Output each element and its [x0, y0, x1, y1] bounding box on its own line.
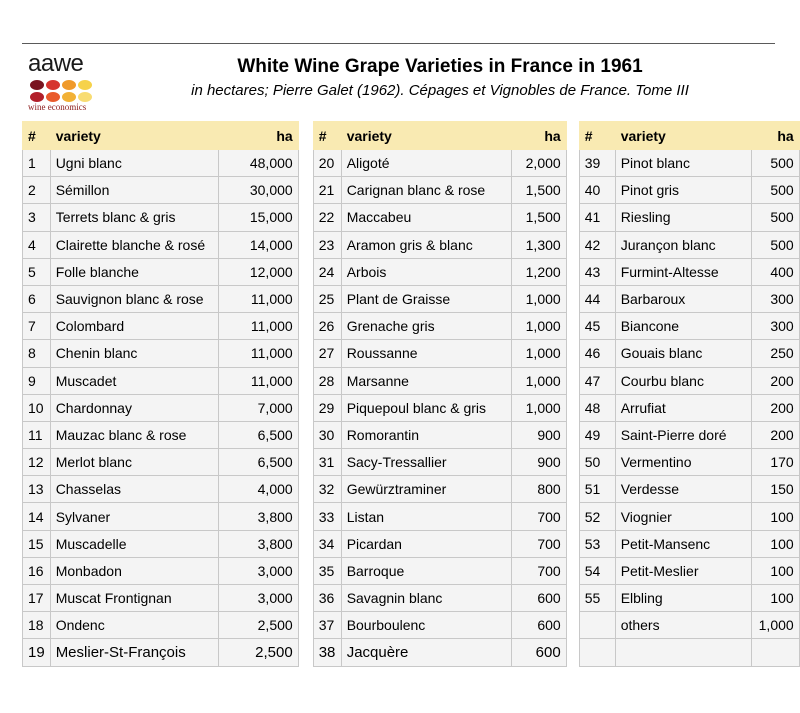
cell-hectares: 11,000: [218, 285, 298, 312]
column-gap: [298, 177, 313, 204]
cell-hectares: 250: [751, 340, 799, 367]
cell-hectares: 30,000: [218, 177, 298, 204]
column-gap: [566, 394, 579, 421]
cell-variety: Plant de Graisse: [341, 285, 511, 312]
cell-number: 15: [23, 530, 51, 557]
cell-hectares: 170: [751, 449, 799, 476]
column-gap: [566, 313, 579, 340]
cell-hectares: 600: [511, 612, 566, 639]
cell-variety: Viognier: [615, 503, 751, 530]
cell-hectares: 2,500: [218, 639, 298, 667]
logo-dot: [78, 92, 92, 102]
logo-dot: [62, 92, 76, 102]
cell-number: 24: [313, 258, 341, 285]
cell-number: 6: [23, 285, 51, 312]
cell-hectares: 300: [751, 285, 799, 312]
cell-hectares: 3,800: [218, 503, 298, 530]
cell-number: 51: [579, 476, 615, 503]
cell-variety: Pinot gris: [615, 177, 751, 204]
column-gap: [566, 367, 579, 394]
table-row: [23, 177, 800, 204]
cell-variety: Sylvaner: [50, 503, 218, 530]
cell-hectares: 1,500: [511, 177, 566, 204]
cell-variety: Petit-Meslier: [615, 557, 751, 584]
cell-number: 11: [23, 421, 51, 448]
table-row: [23, 639, 800, 667]
cell-variety: Jacquère: [341, 639, 511, 667]
table-header-row: [23, 122, 800, 150]
table-row: [23, 204, 800, 231]
cell-hectares: 2,000: [511, 150, 566, 177]
column-gap: [298, 340, 313, 367]
table-row: [23, 585, 800, 612]
cell-hectares: 200: [751, 367, 799, 394]
cell-variety: Barroque: [341, 557, 511, 584]
cell-number: 55: [579, 585, 615, 612]
cell-variety: Monbadon: [50, 557, 218, 584]
cell-number: 32: [313, 476, 341, 503]
column-gap: [566, 204, 579, 231]
cell-number: 29: [313, 394, 341, 421]
logo-dot: [30, 80, 44, 90]
table-row: [23, 557, 800, 584]
top-rule: [22, 43, 775, 44]
cell-variety: Folle blanche: [50, 258, 218, 285]
column-gap: [566, 503, 579, 530]
table-row: [23, 340, 800, 367]
cell-hectares: 700: [511, 530, 566, 557]
cell-number: 45: [579, 313, 615, 340]
cell-hectares: 1,000: [511, 394, 566, 421]
column-gap: [298, 122, 313, 150]
column-gap: [298, 313, 313, 340]
cell-hectares: 1,500: [511, 204, 566, 231]
table-row: [23, 421, 800, 448]
column-gap: [298, 367, 313, 394]
cell-number: 30: [313, 421, 341, 448]
cell-number: 52: [579, 503, 615, 530]
cell-variety: Marsanne: [341, 367, 511, 394]
cell-variety: Terrets blanc & gris: [50, 204, 218, 231]
column-gap: [566, 530, 579, 557]
cell-variety: Chardonnay: [50, 394, 218, 421]
cell-number: 36: [313, 585, 341, 612]
cell-number: 8: [23, 340, 51, 367]
cell-hectares: 100: [751, 585, 799, 612]
cell-number: 34: [313, 530, 341, 557]
cell-variety: Petit-Mansenc: [615, 530, 751, 557]
cell-hectares: 900: [511, 449, 566, 476]
cell-number: 7: [23, 313, 51, 340]
cell-variety: Vermentino: [615, 449, 751, 476]
cell-variety: Chenin blanc: [50, 340, 218, 367]
logo-grape-dots-icon: [30, 80, 92, 102]
cell-hectares: [751, 639, 799, 667]
cell-number: 3: [23, 204, 51, 231]
cell-number: 5: [23, 258, 51, 285]
column-gap: [566, 231, 579, 258]
cell-number: 22: [313, 204, 341, 231]
cell-variety: Carignan blanc & rose: [341, 177, 511, 204]
cell-variety: Courbu blanc: [615, 367, 751, 394]
cell-variety: Jurançon blanc: [615, 231, 751, 258]
column-gap: [298, 394, 313, 421]
cell-hectares: 500: [751, 204, 799, 231]
cell-variety: Gouais blanc: [615, 340, 751, 367]
cell-variety: Muscadet: [50, 367, 218, 394]
cell-hectares: 100: [751, 503, 799, 530]
cell-hectares: 48,000: [218, 150, 298, 177]
cell-number: [579, 639, 615, 667]
cell-hectares: 500: [751, 231, 799, 258]
cell-variety: Colombard: [50, 313, 218, 340]
column-header-number: #: [579, 122, 615, 150]
cell-number: 38: [313, 639, 341, 667]
cell-number: 40: [579, 177, 615, 204]
table-row: [23, 258, 800, 285]
cell-variety: Ondenc: [50, 612, 218, 639]
cell-variety: Saint-Pierre doré: [615, 421, 751, 448]
cell-hectares: 900: [511, 421, 566, 448]
column-gap: [298, 612, 313, 639]
cell-hectares: 700: [511, 557, 566, 584]
cell-hectares: 300: [751, 313, 799, 340]
cell-hectares: 600: [511, 639, 566, 667]
table-row: [23, 367, 800, 394]
cell-hectares: 100: [751, 557, 799, 584]
cell-variety: Merlot blanc: [50, 449, 218, 476]
page-subtitle: in hectares; Pierre Galet (1962). Cépages et Vignobles de France. Tome III: [191, 82, 689, 99]
cell-variety: Sacy-Tressallier: [341, 449, 511, 476]
column-gap: [566, 449, 579, 476]
column-gap: [298, 449, 313, 476]
cell-hectares: 1,000: [511, 340, 566, 367]
page-title: White Wine Grape Varieties in France in 1961: [237, 56, 643, 77]
table-row: [23, 150, 800, 177]
cell-variety: Elbling: [615, 585, 751, 612]
cell-variety: Meslier-St-François: [50, 639, 218, 667]
cell-variety: Aramon gris & blanc: [341, 231, 511, 258]
cell-hectares: 500: [751, 150, 799, 177]
cell-hectares: 11,000: [218, 340, 298, 367]
cell-number: 42: [579, 231, 615, 258]
cell-number: 2: [23, 177, 51, 204]
cell-variety: Grenache gris: [341, 313, 511, 340]
column-gap: [298, 639, 313, 667]
column-gap: [566, 285, 579, 312]
cell-hectares: 400: [751, 258, 799, 285]
cell-hectares: 700: [511, 503, 566, 530]
cell-variety: Roussanne: [341, 340, 511, 367]
cell-number: 43: [579, 258, 615, 285]
logo-dot: [78, 80, 92, 90]
cell-variety: Arrufiat: [615, 394, 751, 421]
cell-variety: Romorantin: [341, 421, 511, 448]
logo-dot: [46, 80, 60, 90]
cell-variety: Furmint-Altesse: [615, 258, 751, 285]
column-header-ha: ha: [511, 122, 566, 150]
cell-hectares: 12,000: [218, 258, 298, 285]
cell-hectares: 3,800: [218, 530, 298, 557]
cell-variety: others: [615, 612, 751, 639]
column-header-number: #: [23, 122, 51, 150]
cell-variety: Piquepoul blanc & gris: [341, 394, 511, 421]
cell-number: 4: [23, 231, 51, 258]
column-gap: [298, 530, 313, 557]
grape-varieties-table: [22, 121, 800, 667]
cell-number: 37: [313, 612, 341, 639]
cell-hectares: 1,300: [511, 231, 566, 258]
cell-number: 41: [579, 204, 615, 231]
column-gap: [566, 557, 579, 584]
column-gap: [298, 585, 313, 612]
column-gap: [298, 150, 313, 177]
cell-number: 20: [313, 150, 341, 177]
cell-hectares: 500: [751, 177, 799, 204]
cell-variety: Sauvignon blanc & rose: [50, 285, 218, 312]
table-row: [23, 285, 800, 312]
cell-hectares: 200: [751, 394, 799, 421]
column-gap: [566, 150, 579, 177]
cell-number: 53: [579, 530, 615, 557]
column-gap: [566, 122, 579, 150]
column-header-ha: ha: [751, 122, 799, 150]
cell-variety: [615, 639, 751, 667]
cell-variety: Arbois: [341, 258, 511, 285]
cell-hectares: 11,000: [218, 367, 298, 394]
cell-number: 50: [579, 449, 615, 476]
column-gap: [566, 639, 579, 667]
cell-hectares: 6,500: [218, 421, 298, 448]
cell-number: 47: [579, 367, 615, 394]
cell-variety: Riesling: [615, 204, 751, 231]
cell-number: 16: [23, 557, 51, 584]
cell-hectares: 200: [751, 421, 799, 448]
logo-wordmark: aawe: [28, 50, 84, 77]
cell-variety: Chasselas: [50, 476, 218, 503]
cell-number: 28: [313, 367, 341, 394]
cell-variety: Savagnin blanc: [341, 585, 511, 612]
logo-subtitle: wine economics: [28, 102, 87, 112]
cell-variety: Aligoté: [341, 150, 511, 177]
column-header-variety: variety: [341, 122, 511, 150]
table-row: [23, 503, 800, 530]
cell-hectares: 1,000: [511, 285, 566, 312]
cell-hectares: 6,500: [218, 449, 298, 476]
cell-number: [579, 612, 615, 639]
column-gap: [566, 340, 579, 367]
cell-number: 25: [313, 285, 341, 312]
column-header-variety: variety: [615, 122, 751, 150]
cell-number: 19: [23, 639, 51, 667]
table-row: [23, 449, 800, 476]
column-header-variety: variety: [50, 122, 218, 150]
column-gap: [298, 557, 313, 584]
cell-variety: Biancone: [615, 313, 751, 340]
table-row: [23, 231, 800, 258]
table-row: [23, 476, 800, 503]
table-row: [23, 313, 800, 340]
column-gap: [566, 612, 579, 639]
logo-dot: [46, 92, 60, 102]
cell-hectares: 1,200: [511, 258, 566, 285]
cell-variety: Pinot blanc: [615, 150, 751, 177]
cell-hectares: 150: [751, 476, 799, 503]
table-row: [23, 394, 800, 421]
cell-variety: Mauzac blanc & rose: [50, 421, 218, 448]
cell-hectares: 3,000: [218, 557, 298, 584]
cell-hectares: 4,000: [218, 476, 298, 503]
cell-variety: Gewürztraminer: [341, 476, 511, 503]
cell-variety: Ugni blanc: [50, 150, 218, 177]
cell-hectares: 14,000: [218, 231, 298, 258]
aawe-logo: [28, 52, 108, 112]
column-header-ha: ha: [218, 122, 298, 150]
column-gap: [566, 177, 579, 204]
cell-number: 33: [313, 503, 341, 530]
cell-number: 14: [23, 503, 51, 530]
column-gap: [298, 285, 313, 312]
cell-number: 17: [23, 585, 51, 612]
cell-variety: Bourboulenc: [341, 612, 511, 639]
cell-number: 31: [313, 449, 341, 476]
column-gap: [298, 204, 313, 231]
column-gap: [298, 503, 313, 530]
cell-number: 39: [579, 150, 615, 177]
cell-number: 54: [579, 557, 615, 584]
cell-number: 9: [23, 367, 51, 394]
column-gap: [298, 258, 313, 285]
cell-hectares: 1,000: [511, 367, 566, 394]
cell-number: 18: [23, 612, 51, 639]
table-row: [23, 530, 800, 557]
cell-hectares: 1,000: [751, 612, 799, 639]
cell-number: 27: [313, 340, 341, 367]
cell-variety: Barbaroux: [615, 285, 751, 312]
cell-number: 10: [23, 394, 51, 421]
cell-hectares: 2,500: [218, 612, 298, 639]
column-gap: [298, 421, 313, 448]
cell-variety: Maccabeu: [341, 204, 511, 231]
cell-hectares: 600: [511, 585, 566, 612]
table-body: [23, 150, 800, 667]
cell-hectares: 100: [751, 530, 799, 557]
cell-variety: Verdesse: [615, 476, 751, 503]
cell-hectares: 7,000: [218, 394, 298, 421]
cell-variety: Listan: [341, 503, 511, 530]
cell-number: 12: [23, 449, 51, 476]
cell-hectares: 1,000: [511, 313, 566, 340]
cell-number: 1: [23, 150, 51, 177]
cell-variety: Muscat Frontignan: [50, 585, 218, 612]
cell-number: 21: [313, 177, 341, 204]
cell-hectares: 800: [511, 476, 566, 503]
cell-hectares: 15,000: [218, 204, 298, 231]
cell-number: 26: [313, 313, 341, 340]
cell-variety: Muscadelle: [50, 530, 218, 557]
cell-variety: Sémillon: [50, 177, 218, 204]
cell-hectares: 11,000: [218, 313, 298, 340]
cell-number: 44: [579, 285, 615, 312]
table-row: [23, 612, 800, 639]
cell-number: 49: [579, 421, 615, 448]
column-gap: [566, 585, 579, 612]
column-header-number: #: [313, 122, 341, 150]
logo-dot: [30, 92, 44, 102]
cell-number: 23: [313, 231, 341, 258]
cell-number: 48: [579, 394, 615, 421]
column-gap: [298, 476, 313, 503]
logo-dot: [62, 80, 76, 90]
column-gap: [298, 231, 313, 258]
column-gap: [566, 421, 579, 448]
cell-hectares: 3,000: [218, 585, 298, 612]
cell-number: 13: [23, 476, 51, 503]
column-gap: [566, 476, 579, 503]
cell-variety: Clairette blanche & rosé: [50, 231, 218, 258]
cell-number: 46: [579, 340, 615, 367]
cell-variety: Picardan: [341, 530, 511, 557]
cell-number: 35: [313, 557, 341, 584]
column-gap: [566, 258, 579, 285]
